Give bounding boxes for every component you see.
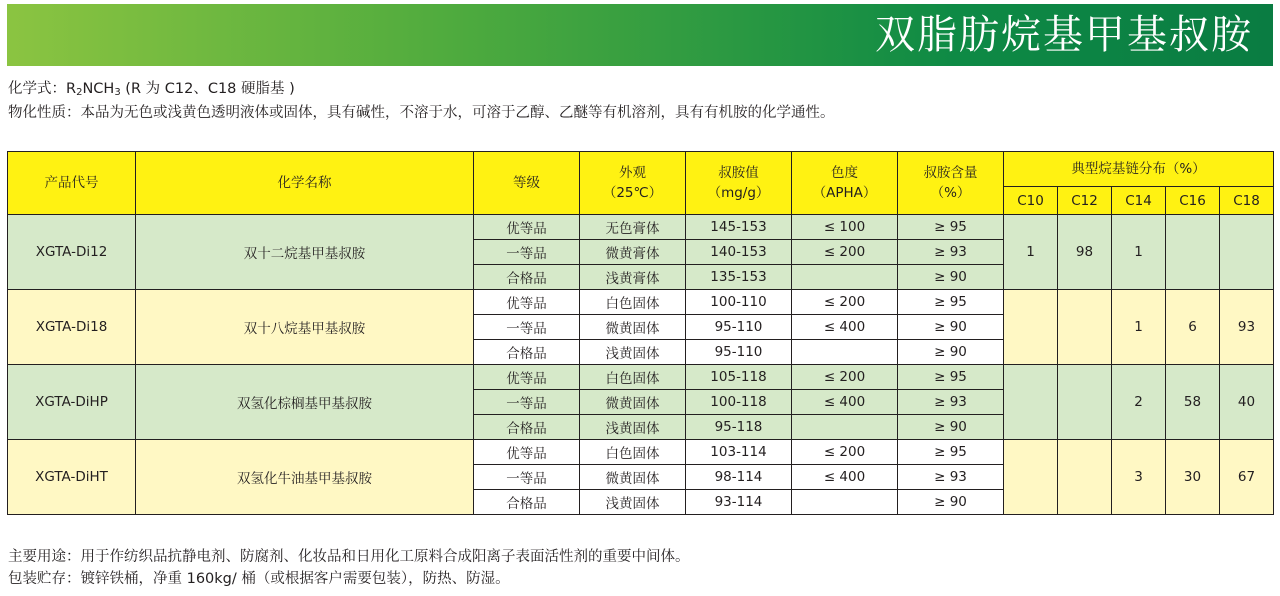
header-code: 产品代号 <box>8 152 136 215</box>
chain-c12-cell <box>1058 290 1112 365</box>
formula-suffix: (R 为 C12、C18 硬脂基 ) <box>120 81 295 97</box>
chain-c14-cell: 1 <box>1112 290 1166 365</box>
appearance-cell: 浅黄固体 <box>580 415 686 440</box>
product-code-cell: XGTA-Di18 <box>8 290 136 365</box>
product-code-cell: XGTA-DiHP <box>8 365 136 440</box>
grade-cell: 一等品 <box>474 465 580 490</box>
grade-cell: 优等品 <box>474 290 580 315</box>
header-chain-c18: C18 <box>1220 187 1274 215</box>
chain-c14-cell: 3 <box>1112 440 1166 515</box>
chain-c16-cell <box>1166 215 1220 290</box>
content-cell: ≥ 93 <box>898 240 1004 265</box>
amine-value-cell: 98-114 <box>686 465 792 490</box>
color-cell: ≤ 400 <box>792 465 898 490</box>
color-cell: ≤ 400 <box>792 315 898 340</box>
main-usage: 主要用途：用于作纺织品抗静电剂、防腐剂、化妆品和日用化工原料合成阳离子表面活性剂的重要中间体。 <box>8 549 690 565</box>
color-cell <box>792 415 898 440</box>
chain-c12-cell <box>1058 365 1112 440</box>
spec-table <box>7 151 1274 515</box>
amine-value-cell: 140-153 <box>686 240 792 265</box>
amine-value-cell: 95-118 <box>686 415 792 440</box>
header-amine-value: 叔胺值 （mg/g） <box>686 152 792 215</box>
appearance-cell: 浅黄固体 <box>580 490 686 515</box>
grade-cell: 合格品 <box>474 490 580 515</box>
content-cell: ≥ 90 <box>898 490 1004 515</box>
grade-cell: 优等品 <box>474 440 580 465</box>
table-row <box>8 440 1274 465</box>
amine-value-cell: 103-114 <box>686 440 792 465</box>
amine-value-cell: 93-114 <box>686 490 792 515</box>
header-chain-c14: C14 <box>1112 187 1166 215</box>
header-chain-c12: C12 <box>1058 187 1112 215</box>
color-cell: ≤ 200 <box>792 440 898 465</box>
color-cell: ≤ 400 <box>792 390 898 415</box>
grade-cell: 优等品 <box>474 365 580 390</box>
table-row <box>8 365 1274 390</box>
formula-subscript-1: 2 <box>76 87 83 98</box>
chemical-formula <box>8 79 295 103</box>
header-chain-c10: C10 <box>1004 187 1058 215</box>
grade-cell: 一等品 <box>474 240 580 265</box>
content-cell: ≥ 93 <box>898 390 1004 415</box>
chain-c16-cell: 30 <box>1166 440 1220 515</box>
chain-c16-cell: 6 <box>1166 290 1220 365</box>
chain-c10-cell <box>1004 365 1058 440</box>
content-cell: ≥ 90 <box>898 265 1004 290</box>
page-title: 双脂肪烷基甲基叔胺 <box>875 12 1253 58</box>
content-cell: ≥ 95 <box>898 365 1004 390</box>
appearance-cell: 微黄固体 <box>580 315 686 340</box>
grade-cell: 一等品 <box>474 315 580 340</box>
color-cell <box>792 490 898 515</box>
header-content: 叔胺含量 （%） <box>898 152 1004 215</box>
content-cell: ≥ 90 <box>898 415 1004 440</box>
chain-c10-cell <box>1004 440 1058 515</box>
header-appearance: 外观 （25℃） <box>580 152 686 215</box>
content-cell: ≥ 95 <box>898 290 1004 315</box>
grade-cell: 合格品 <box>474 340 580 365</box>
appearance-cell: 白色固体 <box>580 365 686 390</box>
chain-c18-cell <box>1220 215 1274 290</box>
chain-c10-cell <box>1004 290 1058 365</box>
appearance-cell: 无色膏体 <box>580 215 686 240</box>
chain-c10-cell: 1 <box>1004 215 1058 290</box>
color-cell: ≤ 200 <box>792 365 898 390</box>
chain-c18-cell: 93 <box>1220 290 1274 365</box>
grade-cell: 优等品 <box>474 215 580 240</box>
packaging-storage: 包装贮存：镀锌铁桶，净重 160kg/ 桶（或根据客户需要包装），防热、防湿。 <box>8 571 510 587</box>
appearance-cell: 白色固体 <box>580 290 686 315</box>
chain-c12-cell <box>1058 440 1112 515</box>
chain-c16-cell: 58 <box>1166 365 1220 440</box>
product-code-cell: XGTA-DiHT <box>8 440 136 515</box>
appearance-cell: 微黄膏体 <box>580 240 686 265</box>
title-banner <box>7 4 1273 66</box>
amine-value-cell: 100-118 <box>686 390 792 415</box>
color-cell <box>792 265 898 290</box>
content-cell: ≥ 93 <box>898 465 1004 490</box>
chemical-name-cell: 双氢化棕榈基甲基叔胺 <box>136 365 474 440</box>
product-code-cell: XGTA-Di12 <box>8 215 136 290</box>
appearance-cell: 浅黄固体 <box>580 340 686 365</box>
amine-value-cell: 100-110 <box>686 290 792 315</box>
content-cell: ≥ 90 <box>898 315 1004 340</box>
chain-c14-cell: 1 <box>1112 215 1166 290</box>
chemical-name-cell: 双氢化牛油基甲基叔胺 <box>136 440 474 515</box>
color-cell <box>792 340 898 365</box>
header-distribution: 典型烷基链分布（%） <box>1004 152 1274 187</box>
amine-value-cell: 135-153 <box>686 265 792 290</box>
appearance-cell: 白色固体 <box>580 440 686 465</box>
chain-c14-cell: 2 <box>1112 365 1166 440</box>
table-row <box>8 290 1274 315</box>
header-chain-c16: C16 <box>1166 187 1220 215</box>
chemical-name-cell: 双十八烷基甲基叔胺 <box>136 290 474 365</box>
content-cell: ≥ 95 <box>898 215 1004 240</box>
chain-c12-cell: 98 <box>1058 215 1112 290</box>
grade-cell: 一等品 <box>474 390 580 415</box>
grade-cell: 合格品 <box>474 265 580 290</box>
chain-c18-cell: 40 <box>1220 365 1274 440</box>
header-grade: 等级 <box>474 152 580 215</box>
content-cell: ≥ 90 <box>898 340 1004 365</box>
chemical-name-cell: 双十二烷基甲基叔胺 <box>136 215 474 290</box>
amine-value-cell: 145-153 <box>686 215 792 240</box>
formula-prefix: 化学式：R <box>8 81 77 97</box>
content-cell: ≥ 95 <box>898 440 1004 465</box>
appearance-cell: 浅黄膏体 <box>580 265 686 290</box>
color-cell: ≤ 200 <box>792 240 898 265</box>
header-name: 化学名称 <box>136 152 474 215</box>
amine-value-cell: 105-118 <box>686 365 792 390</box>
amine-value-cell: 95-110 <box>686 340 792 365</box>
grade-cell: 合格品 <box>474 415 580 440</box>
physical-properties: 物化性质：本品为无色或浅黄色透明液体或固体，具有碱性，不溶于水，可溶于乙醇、乙醚等有机溶剂，具有有机胺的化学通性。 <box>8 105 835 121</box>
appearance-cell: 微黄固体 <box>580 390 686 415</box>
color-cell: ≤ 100 <box>792 215 898 240</box>
color-cell: ≤ 200 <box>792 290 898 315</box>
appearance-cell: 微黄固体 <box>580 465 686 490</box>
table-row <box>8 215 1274 240</box>
formula-subscript-2: 3 <box>114 87 121 98</box>
amine-value-cell: 95-110 <box>686 315 792 340</box>
formula-middle: NCH <box>82 81 115 97</box>
header-color: 色度 （APHA） <box>792 152 898 215</box>
chain-c18-cell: 67 <box>1220 440 1274 515</box>
